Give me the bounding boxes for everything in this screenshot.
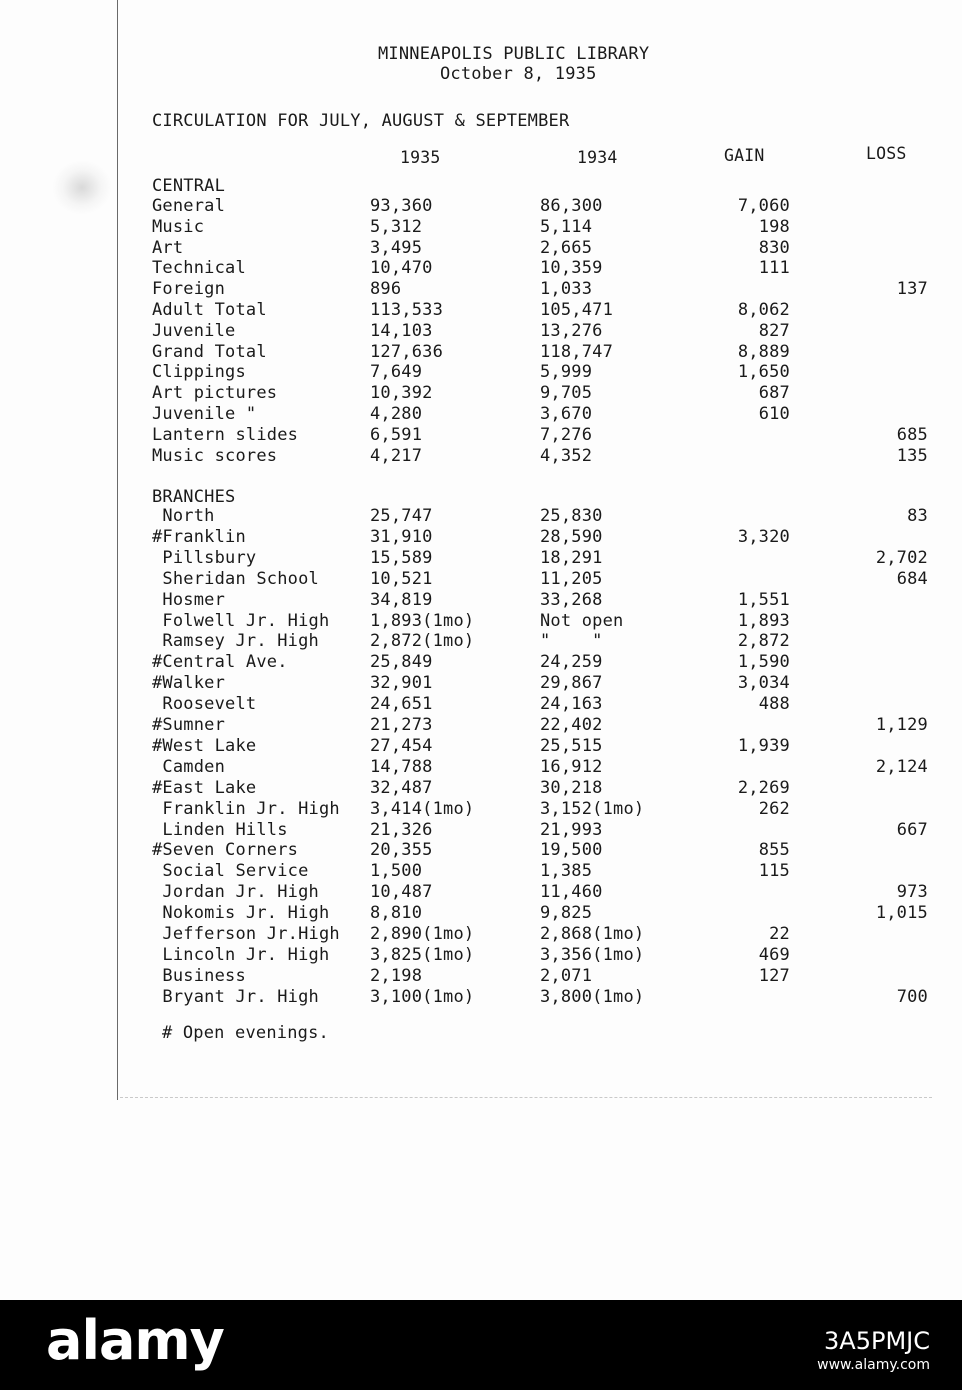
value-1935: 3,495 xyxy=(370,237,423,258)
value-1934: 3,152(1mo) xyxy=(540,798,645,819)
value-gain: 830 xyxy=(758,237,790,258)
value-1934: 5,999 xyxy=(540,362,593,383)
value-1935: 10,392 xyxy=(370,383,433,404)
value-1934: 19,500 xyxy=(540,840,603,861)
value-1934: 30,218 xyxy=(540,777,603,798)
ink-smudge xyxy=(52,160,112,215)
value-1935: 32,901 xyxy=(370,673,433,694)
value-gain: 610 xyxy=(758,404,790,424)
value-loss: 2,702 xyxy=(875,547,928,568)
value-loss: 1,129 xyxy=(875,715,928,735)
row-label: #Sumner xyxy=(152,715,226,735)
value-1935: 6,591 xyxy=(370,424,423,445)
value-1934: 86,300 xyxy=(540,196,603,216)
row-label: #East Lake xyxy=(152,777,257,798)
value-1934: 25,515 xyxy=(540,735,603,756)
value-1935: 31,910 xyxy=(370,526,433,547)
row-label: General xyxy=(152,196,226,216)
row-label: #Franklin xyxy=(152,526,246,547)
row-label: Camden xyxy=(152,756,226,777)
value-1935: 32,487 xyxy=(370,777,433,798)
row-label: Lincoln Jr. High xyxy=(152,944,330,965)
value-1934: 1,033 xyxy=(540,279,593,300)
watermark-logo: alamy xyxy=(46,1309,224,1372)
value-1935: 1,893(1mo) xyxy=(370,610,475,631)
value-gain: 855 xyxy=(758,840,790,861)
value-1934: 10,359 xyxy=(540,258,603,279)
value-gain: 469 xyxy=(758,944,790,965)
row-label: Folwell Jr. High xyxy=(152,610,330,631)
row-label: Nokomis Jr. High xyxy=(152,903,330,924)
row-label: Pillsbury xyxy=(152,547,257,568)
value-1934: Not open xyxy=(540,610,624,631)
value-1935: 113,533 xyxy=(370,300,444,320)
value-1934: 11,460 xyxy=(540,882,603,903)
value-1934: 105,471 xyxy=(540,300,614,320)
value-1934: 2,071 xyxy=(540,965,593,986)
value-1935: 2,890(1mo) xyxy=(370,924,475,944)
value-gain: 262 xyxy=(758,798,790,819)
value-gain: 7,060 xyxy=(737,196,790,216)
row-label: Music scores xyxy=(152,445,278,466)
value-loss: 135 xyxy=(896,445,928,466)
row-label: Lantern slides xyxy=(152,424,299,445)
value-1935: 2,198 xyxy=(370,965,423,986)
value-1935: 21,326 xyxy=(370,819,433,840)
value-1934: 3,356(1mo) xyxy=(540,944,645,965)
value-1935: 27,454 xyxy=(370,735,433,756)
section-heading-central: CENTRAL xyxy=(152,176,226,196)
row-label: #Walker xyxy=(152,673,226,694)
row-label: Linden Hills xyxy=(152,819,288,840)
row-label: Jefferson Jr.High xyxy=(152,924,340,944)
value-loss: 667 xyxy=(896,819,928,840)
column-header-1934: 1934 xyxy=(577,148,618,167)
footnote: # Open evenings. xyxy=(162,1023,329,1043)
document-subtitle: CIRCULATION FOR JULY, AUGUST & SEPTEMBER xyxy=(152,111,570,131)
value-1935: 4,217 xyxy=(370,445,423,466)
value-loss: 1,015 xyxy=(875,903,928,924)
row-label: Business xyxy=(152,965,246,986)
value-1934: 22,402 xyxy=(540,715,603,735)
row-label: Franklin Jr. High xyxy=(152,798,340,819)
row-label: Juvenile xyxy=(152,320,236,341)
value-1934: 29,867 xyxy=(540,673,603,694)
watermark-image-id: 3A5PMJC xyxy=(824,1327,930,1355)
value-1935: 8,810 xyxy=(370,903,423,924)
value-gain: 1,590 xyxy=(737,652,790,673)
value-1934: 4,352 xyxy=(540,445,593,466)
value-gain: 22 xyxy=(769,924,790,944)
row-label: Bryant Jr. High xyxy=(152,986,319,1007)
value-gain: 127 xyxy=(758,965,790,986)
value-gain: 2,872 xyxy=(737,631,790,652)
column-header-gain: GAIN xyxy=(724,146,765,165)
value-gain: 687 xyxy=(758,383,790,404)
row-label: Art xyxy=(152,237,184,258)
value-1935: 3,100(1mo) xyxy=(370,986,475,1007)
value-1935: 127,636 xyxy=(370,341,444,362)
value-1935: 5,312 xyxy=(370,216,423,237)
row-label: #Seven Corners xyxy=(152,840,299,861)
value-loss: 83 xyxy=(907,506,928,526)
value-gain: 8,062 xyxy=(737,300,790,320)
left-margin-rule xyxy=(117,0,118,1100)
row-label: Ramsey Jr. High xyxy=(152,631,319,652)
value-1934: 3,800(1mo) xyxy=(540,986,645,1007)
value-loss: 137 xyxy=(896,279,928,300)
section-heading-branches: BRANCHES xyxy=(152,487,236,507)
value-gain: 115 xyxy=(758,861,790,882)
value-1934: 21,993 xyxy=(540,819,603,840)
value-1935: 1,500 xyxy=(370,861,423,882)
value-1935: 15,589 xyxy=(370,547,433,568)
value-loss: 700 xyxy=(896,986,928,1007)
row-label: Clippings xyxy=(152,362,246,383)
value-1935: 896 xyxy=(370,279,402,300)
value-1935: 20,355 xyxy=(370,840,433,861)
row-label: Social Service xyxy=(152,861,309,882)
value-1934: 7,276 xyxy=(540,424,593,445)
value-1934: 25,830 xyxy=(540,506,603,526)
value-loss: 2,124 xyxy=(875,756,928,777)
row-label: Sheridan School xyxy=(152,568,319,589)
value-1935: 25,849 xyxy=(370,652,433,673)
value-1934: 9,705 xyxy=(540,383,593,404)
value-1934: 16,912 xyxy=(540,756,603,777)
row-label: Music xyxy=(152,216,205,237)
value-1934: 3,670 xyxy=(540,404,593,424)
row-label: Adult Total xyxy=(152,300,267,320)
row-label: North xyxy=(152,506,215,526)
value-1934: 24,259 xyxy=(540,652,603,673)
value-gain: 2,269 xyxy=(737,777,790,798)
value-gain: 198 xyxy=(758,216,790,237)
value-1934: 1,385 xyxy=(540,861,593,882)
value-1935: 93,360 xyxy=(370,196,433,216)
value-1935: 10,487 xyxy=(370,882,433,903)
value-1934: 33,268 xyxy=(540,589,603,610)
value-1934: 2,868(1mo) xyxy=(540,924,645,944)
value-loss: 973 xyxy=(896,882,928,903)
value-1934: " " xyxy=(540,631,603,652)
value-1934: 24,163 xyxy=(540,694,603,715)
row-label: Foreign xyxy=(152,279,226,300)
value-1935: 14,788 xyxy=(370,756,433,777)
value-1934: 11,205 xyxy=(540,568,603,589)
value-1934: 9,825 xyxy=(540,903,593,924)
value-1935: 10,470 xyxy=(370,258,433,279)
value-1935: 2,872(1mo) xyxy=(370,631,475,652)
value-gain: 111 xyxy=(758,258,790,279)
document-title: MINNEAPOLIS PUBLIC LIBRARY xyxy=(378,44,650,64)
row-label: #Central Ave. xyxy=(152,652,288,673)
value-1934: 28,590 xyxy=(540,526,603,547)
value-gain: 3,320 xyxy=(737,526,790,547)
document-date: October 8, 1935 xyxy=(440,64,597,84)
row-label: Hosmer xyxy=(152,589,226,610)
value-gain: 827 xyxy=(758,320,790,341)
row-label: Technical xyxy=(152,258,246,279)
row-label: Grand Total xyxy=(152,341,267,362)
value-1935: 24,651 xyxy=(370,694,433,715)
column-header-1935: 1935 xyxy=(400,148,441,167)
value-1935: 7,649 xyxy=(370,362,423,383)
value-gain: 3,034 xyxy=(737,673,790,694)
value-gain: 488 xyxy=(758,694,790,715)
value-loss: 684 xyxy=(896,568,928,589)
value-1934: 2,665 xyxy=(540,237,593,258)
watermark-url: www.alamy.com xyxy=(817,1357,930,1373)
value-1934: 18,291 xyxy=(540,547,603,568)
column-header-loss: LOSS xyxy=(866,144,907,163)
value-1935: 14,103 xyxy=(370,320,433,341)
value-1935: 34,819 xyxy=(370,589,433,610)
value-1935: 4,280 xyxy=(370,404,423,424)
page-fold-line xyxy=(120,1097,932,1098)
row-label: Art pictures xyxy=(152,383,278,404)
value-1934: 13,276 xyxy=(540,320,603,341)
value-gain: 1,650 xyxy=(737,362,790,383)
value-1935: 21,273 xyxy=(370,715,433,735)
value-1935: 3,414(1mo) xyxy=(370,798,475,819)
value-1935: 3,825(1mo) xyxy=(370,944,475,965)
row-label: Jordan Jr. High xyxy=(152,882,319,903)
value-gain: 1,939 xyxy=(737,735,790,756)
value-1935: 25,747 xyxy=(370,506,433,526)
value-1935: 10,521 xyxy=(370,568,433,589)
value-loss: 685 xyxy=(896,424,928,445)
value-gain: 1,551 xyxy=(737,589,790,610)
value-gain: 1,893 xyxy=(737,610,790,631)
value-1934: 118,747 xyxy=(540,341,614,362)
value-1934: 5,114 xyxy=(540,216,593,237)
row-label: Juvenile " xyxy=(152,404,257,424)
value-gain: 8,889 xyxy=(737,341,790,362)
row-label: #West Lake xyxy=(152,735,257,756)
row-label: Roosevelt xyxy=(152,694,257,715)
